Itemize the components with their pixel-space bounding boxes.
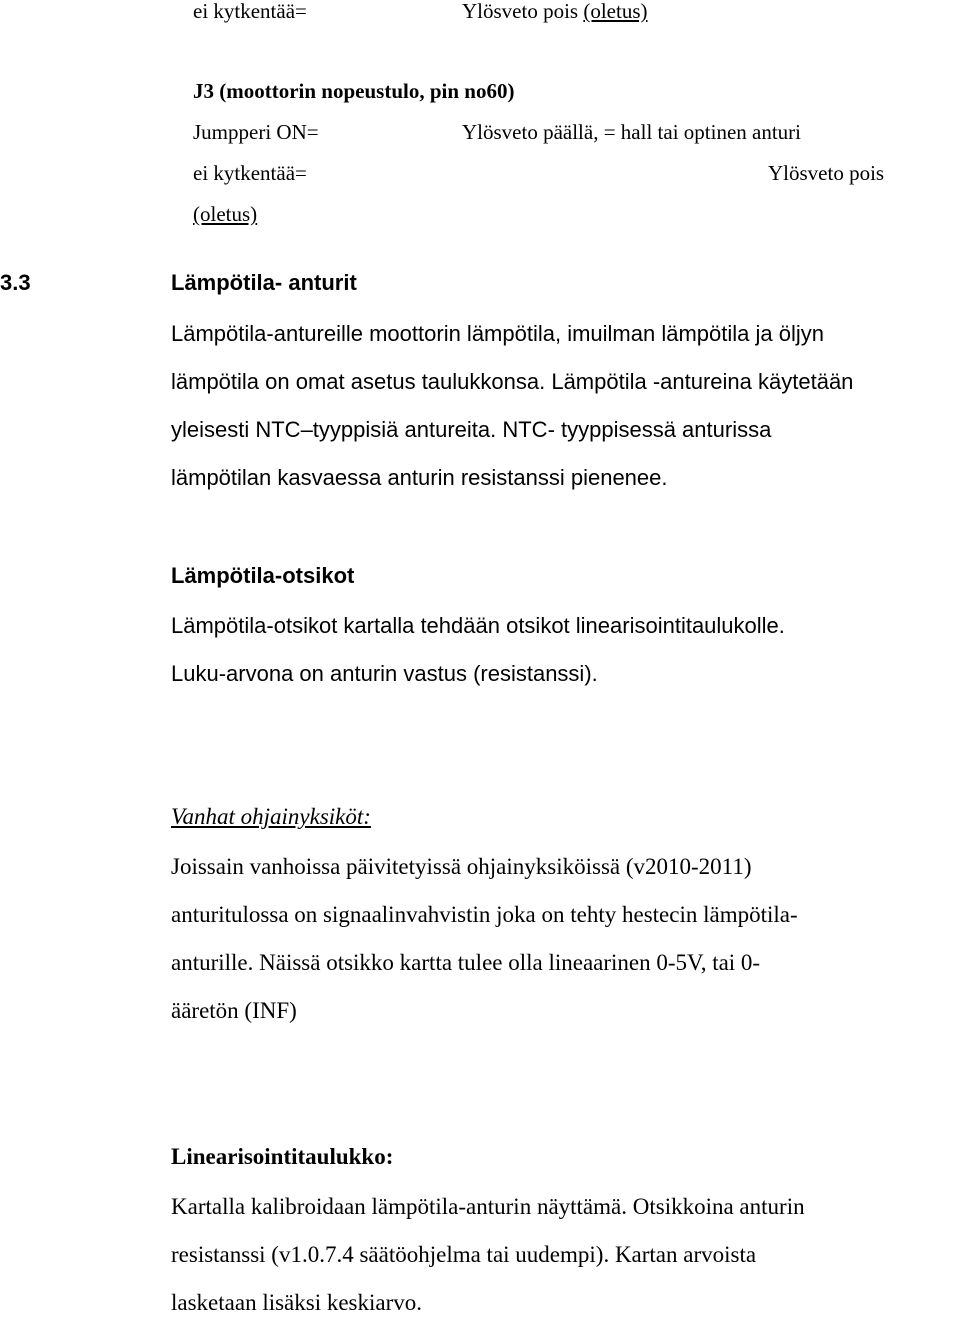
j3-heading: J3 (moottorin nopeustulo, pin no60) [193,79,515,103]
j3-row2-value: Ylösveto pois [768,161,885,185]
top-row1-value-text: Ylösveto pois [462,0,584,23]
j3-row3-default-note: (oletus) [193,202,258,226]
paragraph-line: Luku-arvona on anturin vastus (resistanssi). [171,661,598,686]
paragraph-line: Lämpötila-otsikot kartalla tehdään otsikot linearisointitaulukolle. [171,613,785,638]
old-units-section-title: Vanhat ohjainyksiköt: [171,804,371,829]
j3-row1-label: Jumpperi ON= [193,120,319,144]
section-3-3-paragraph [171,310,960,502]
old-units-paragraph [171,843,960,1035]
top-row1-value [462,0,648,23]
paragraph-line: lasketaan lisäksi keskiarvo. [171,1290,423,1315]
paragraph-line: Kartalla kalibroidaan lämpötila-anturin näyttämä. Otsikkoina anturin [171,1194,805,1219]
linearization-section-title: Linearisointitaulukko: [171,1144,394,1169]
paragraph-line: resistanssi (v1.0.7.4 säätöohjelma tai uudempi). Kartan arvoista [171,1242,757,1267]
paragraph-line: Joissain vanhoissa päivitetyissä ohjainyksiköissä (v2010-2011) [171,854,752,879]
paragraph-line: lämpötila on omat asetus taulukkonsa. Lämpötila -antureina käytetään [171,369,854,394]
top-row1-label: ei kytkentää= [193,0,307,23]
paragraph-line: Lämpötila-antureille moottorin lämpötila, imuilman lämpötila ja öljyn [171,321,824,346]
section-number: 3.3 [0,270,31,295]
linearization-paragraph [171,1183,960,1327]
j3-row2-label: ei kytkentää= [193,161,307,185]
paragraph-line: anturitulossa on signaalinvahvistin joka on tehty hestecin lämpötila- [171,902,798,927]
section-3-3-heading [0,266,960,302]
j3-row1-value: Ylösveto päällä, = hall tai optinen anturi [462,120,802,144]
paragraph-line: yleisesti NTC–tyyppisiä antureita. NTC- tyyppisessä anturissa [171,417,772,442]
headers-section-paragraph [171,602,960,698]
paragraph-line: anturille. Näissä otsikko kartta tulee olla lineaarinen 0-5V, tai 0- [171,950,761,975]
paragraph-line: lämpötilan kasvaessa anturin resistanssi pienenee. [171,465,668,490]
paragraph-line: ääretön (INF) [171,998,297,1023]
headers-section-title: Lämpötila-otsikot [171,563,355,588]
top-row1-default-note: (oletus) [583,0,648,23]
section-title: Lämpötila- anturit [171,270,357,295]
